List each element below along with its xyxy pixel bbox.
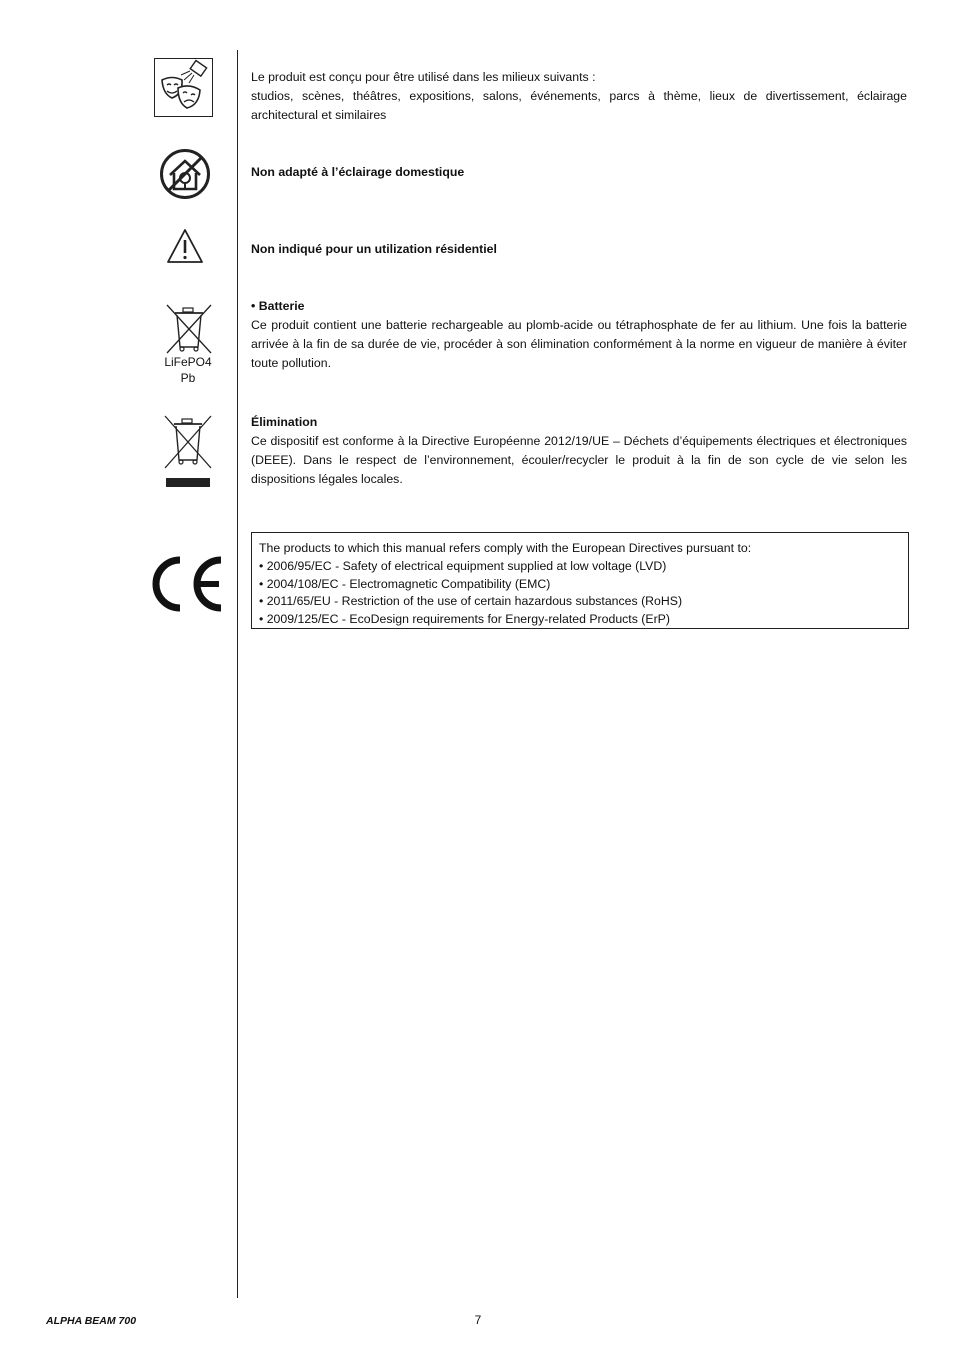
environment-block	[251, 68, 907, 125]
battery-label-lifepo4: LiFePO4	[164, 355, 212, 369]
battery-title: • Batterie	[251, 299, 305, 313]
environment-list: studios, scènes, théâtres, expositions, salons, événements, parcs à thème, lieux de divertissement, éclairage architectural et similaires	[251, 89, 907, 122]
warning-icon	[166, 228, 204, 264]
footer-model: ALPHA BEAM 700	[46, 1315, 137, 1327]
disposal-text: Ce dispositif est conforme à la Directive Européenne 2012/19/UE – Déchets d’équipements électriques et électroniques (DEEE). Dans le respect de l’environnement, écouler/recycler le produit à la fin de son cycle de vie selon les dispositions légales locales.	[251, 434, 907, 486]
environment-intro: Le produit est conçu pour être utilisé dans les milieux suivants :	[251, 70, 596, 84]
ce-intro: The products to which this manual refers comply with the European Directives pursuant to:	[259, 541, 752, 555]
theatre-masks-icon	[154, 58, 213, 117]
ce-directive-lvd: • 2006/95/EC - Safety of electrical equipment supplied at low voltage (LVD)	[259, 558, 667, 573]
domestic-notice: Non adapté à l’éclairage domestique	[251, 165, 465, 179]
ce-compliance-box	[251, 532, 909, 629]
battery-label-pb: Pb	[180, 371, 196, 385]
crossed-bin-battery-icon	[164, 303, 214, 355]
disposal-title: Élimination	[251, 415, 318, 429]
battery-block	[251, 297, 907, 373]
battery-text: Ce produit contient une batterie rechargeable au plomb-acide ou tétraphosphate de fer au lithium. Une fois la batterie arrivée à la fin de sa durée de vie, procéder à son élimination conformément à la norme en vigueur de manière à éviter toute pollution.	[251, 318, 907, 370]
ce-directive-rohs: • 2011/65/EU - Restriction of the use of certain hazardous substances (RoHS)	[259, 594, 683, 609]
ce-mark-icon	[147, 554, 225, 614]
page-number: 7	[474, 1313, 482, 1327]
no-domestic-lighting-icon	[159, 148, 211, 200]
residential-notice: Non indiqué pour un utilization résidentiel	[251, 242, 497, 256]
disposal-block	[251, 413, 907, 489]
weee-bin-icon	[162, 414, 214, 490]
ce-directive-erp: • 2009/125/EC - EcoDesign requirements for Energy-related Products (ErP)	[259, 612, 670, 627]
margin-rule	[237, 50, 238, 1298]
ce-directive-emc: • 2004/108/EC - Electromagnetic Compatibility (EMC)	[259, 576, 551, 591]
